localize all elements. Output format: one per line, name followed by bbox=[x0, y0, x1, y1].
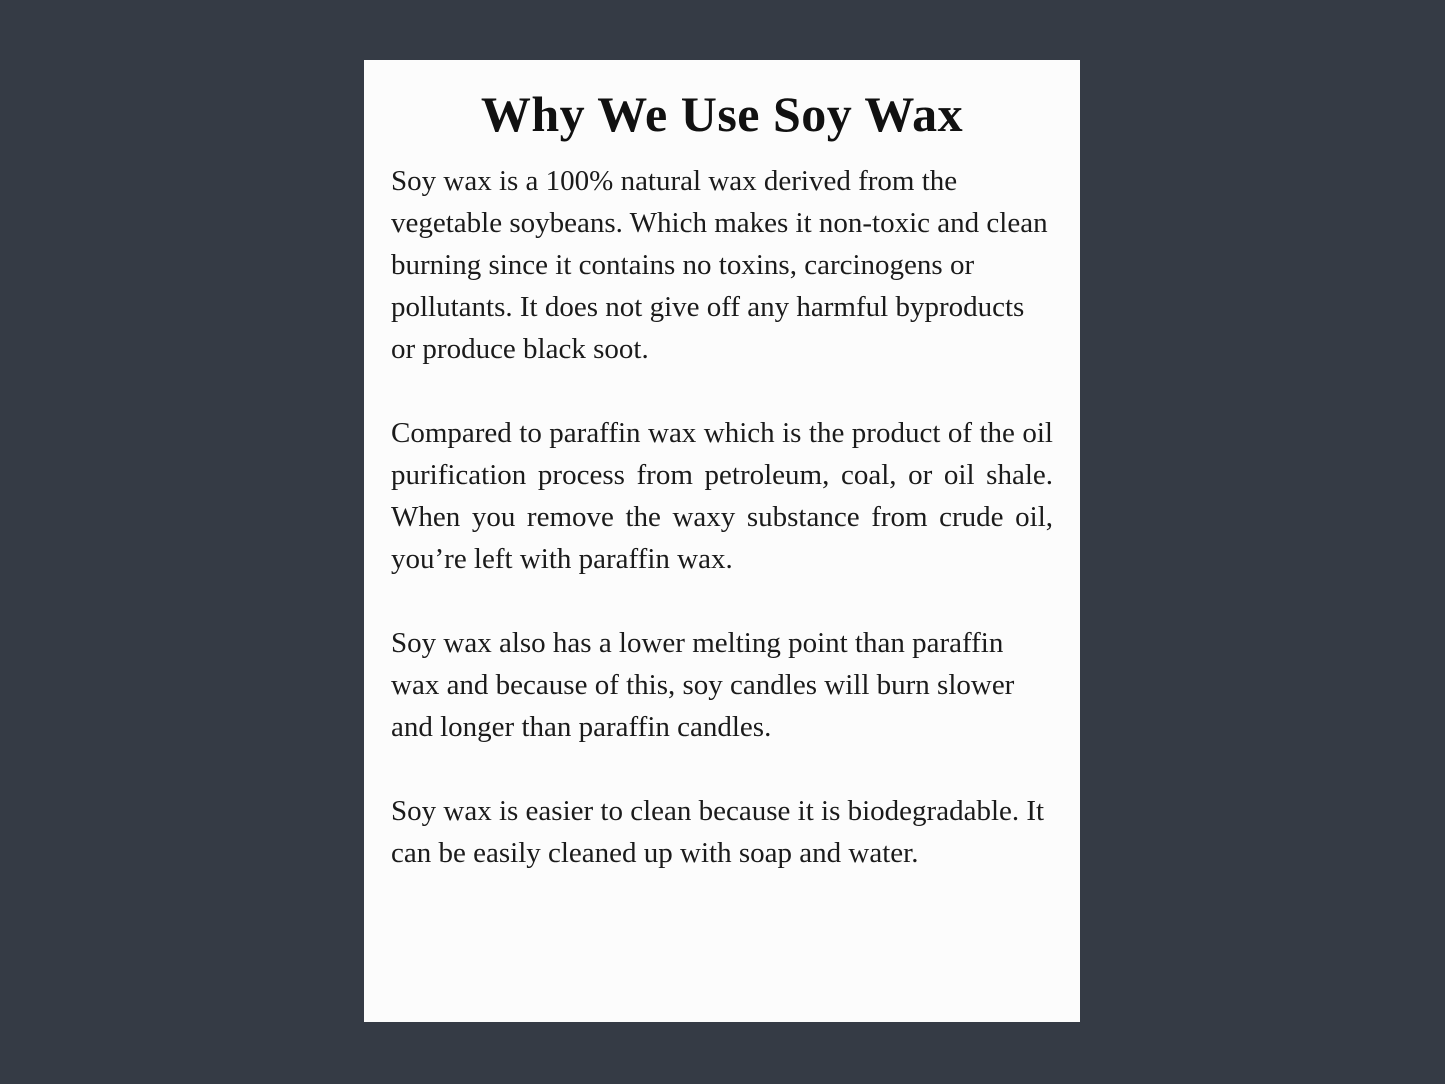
paragraph-melting-point: Soy wax also has a lower melting point than paraffin wax and because of this, soy candles will burn slower and longer than paraffin candles. bbox=[391, 627, 1015, 743]
card-title: Why We Use Soy Wax bbox=[480, 86, 964, 142]
paragraph-easy-clean: Soy wax is easier to clean because it is biodegradable. It can be easily cleaned up with soap and water. bbox=[391, 795, 1045, 869]
paragraph-soy-wax-natural: Soy wax is a 100% natural wax derived from the vegetable soybeans. Which makes it non-toxic and clean burning since it contains no toxins, carcinogens or pollutants. It does not give off any harmful byproducts or produce black soot. bbox=[391, 165, 1048, 365]
soy-wax-info-card bbox=[364, 60, 1080, 1022]
paragraph-paraffin-comparison: Compared to paraffin wax which is the product of the oil purification process from petroleum, coal, or oil shale. When you remove the waxy substance from crude oil, you’re left with paraffin wax. bbox=[391, 417, 1053, 575]
